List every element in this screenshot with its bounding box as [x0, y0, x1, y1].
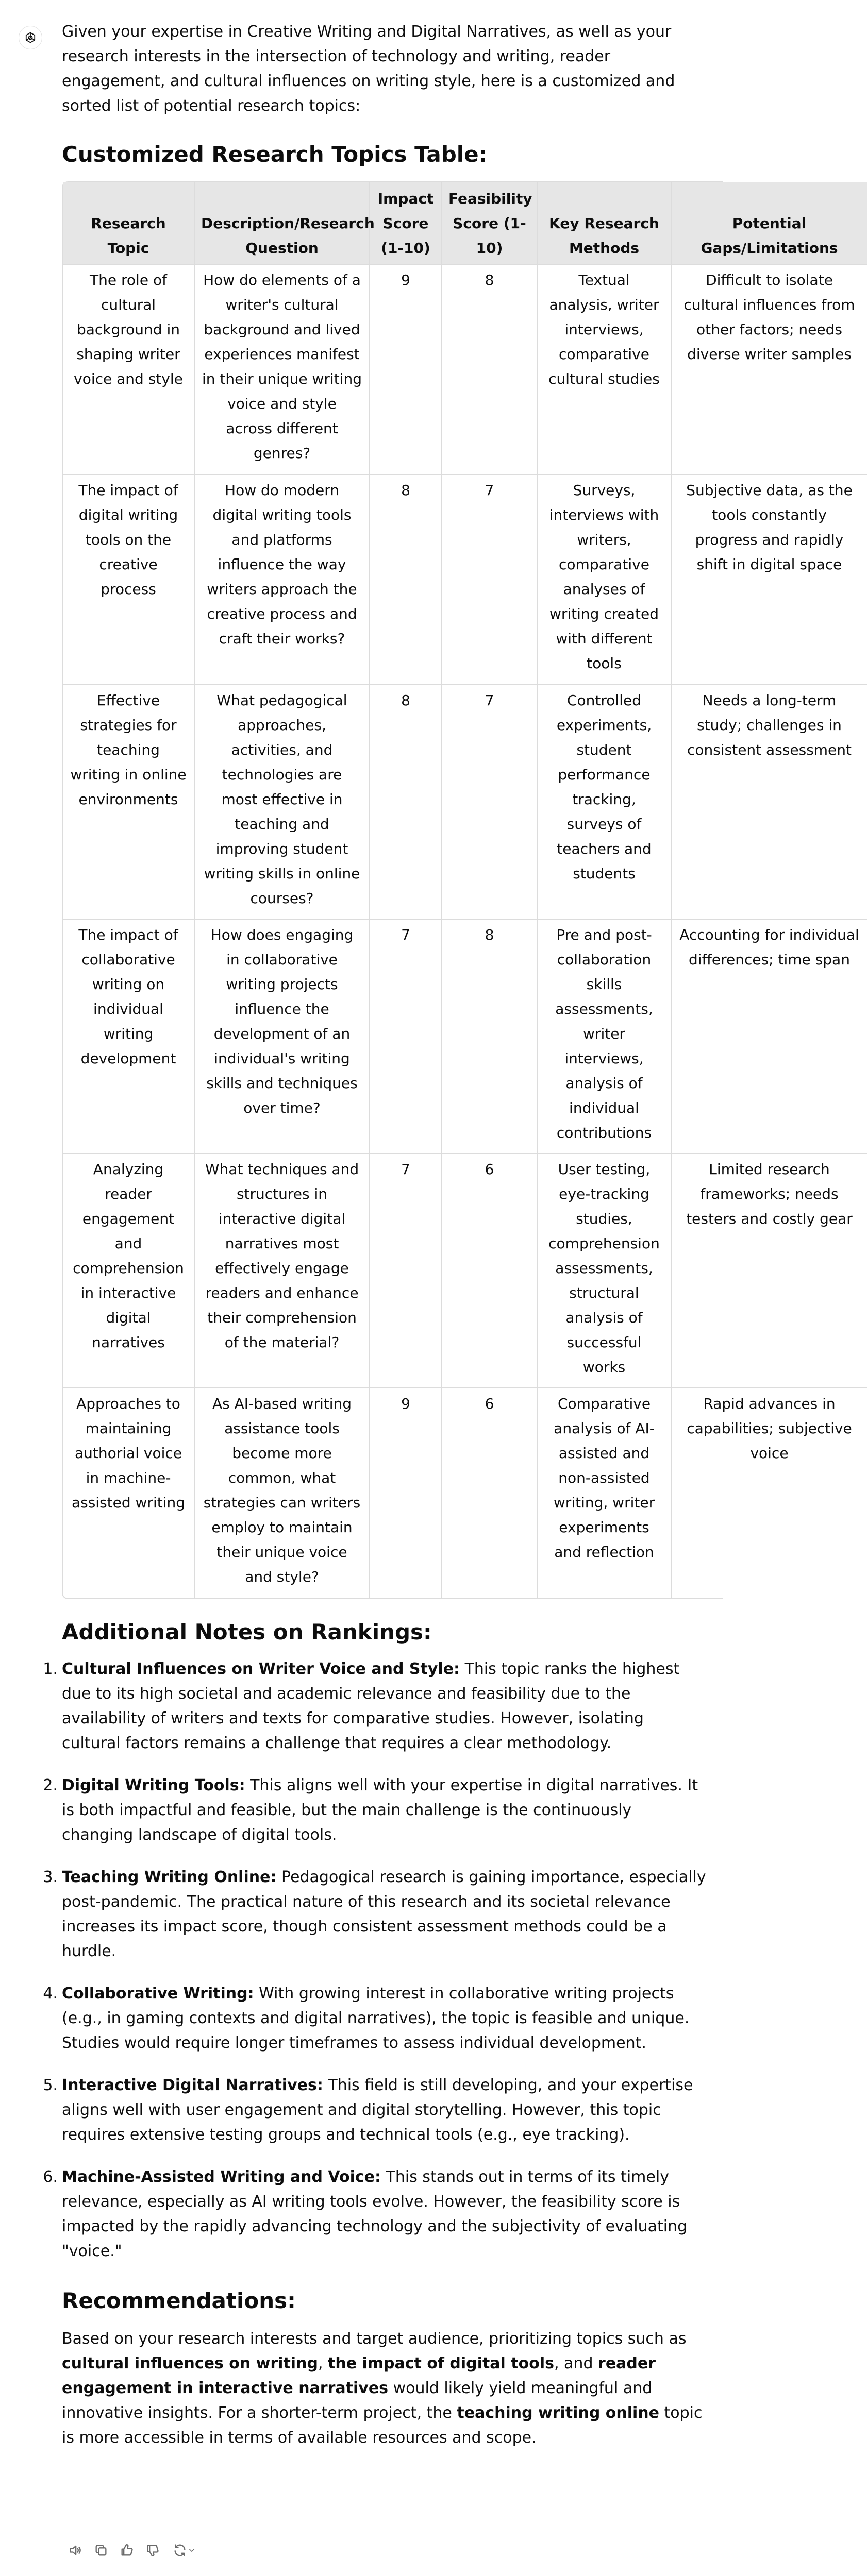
table-header-row [63, 182, 867, 264]
rec-text: Based on your research interests and target audience, prioritizing topics such as [62, 2330, 687, 2348]
table-cell: Controlled experiments, student performance tracking, surveys of teachers and students [537, 685, 671, 919]
assistant-message [43, 20, 859, 2450]
table-cell: Analyzing reader engagement and comprehension in interactive digital narratives [63, 1154, 194, 1388]
header-cell: Potential Gaps/Limitations [671, 182, 867, 264]
table-cell: The impact of collaborative writing on individual writing development [63, 919, 194, 1154]
note-title: Digital Writing Tools: [62, 1776, 245, 1794]
rec-bold: reader engagement in interactive narratives [62, 2354, 656, 2397]
table-cell: Pre and post-collaboration skills assessments, writer interviews, analysis of individual contributions [537, 919, 671, 1154]
regenerate-button[interactable] [169, 2541, 200, 2560]
list-number: 5. [43, 2076, 58, 2094]
table-row [63, 264, 867, 474]
note-text: This stands out in terms of its timely relevance, especially as AI writing tools evolve. However, the feasibility score is impacted by the rapidly advancing technology and the subjectivity of evaluating "voice." [62, 2168, 688, 2260]
table-cell: 8 [442, 919, 537, 1154]
intro-paragraph: Given your expertise in Creative Writing and Digital Narratives, as well as your research interests in the intersection of technology and writing, reader engagement, and cultural influences on writing style, here is a customized and sorted list of potential research topics: [62, 23, 675, 115]
header-cell: Description/Research Question [194, 182, 370, 264]
table-cell: 7 [370, 1154, 442, 1388]
recommendations-paragraph [62, 2327, 706, 2450]
table-cell: Approaches to maintaining authorial voice in machine-assisted writing [63, 1388, 194, 1598]
table-cell: The impact of digital writing tools on the creative process [63, 474, 194, 685]
assistant-avatar [19, 26, 42, 49]
note-title: Interactive Digital Narratives: [62, 2076, 323, 2094]
note-title: Cultural Influences on Writer Voice and Style: [62, 1660, 460, 1678]
table-cell: What techniques and structures in interactive digital narratives most effectively engage readers and enhance their comprehension of the material? [194, 1154, 370, 1388]
rec-bold: cultural influences on writing [62, 2354, 318, 2372]
note-text: Pedagogical research is gaining importance, especially post-pandemic. The practical nature of this research and its societal relevance increases its impact score, though consistent assessment methods could be a hurdle. [62, 1868, 706, 1960]
table-cell: Difficult to isolate cultural influences from other factors; needs diverse writer samples [671, 264, 867, 474]
list-number: 2. [43, 1776, 58, 1794]
table-cell: 8 [442, 264, 537, 474]
table-cell: As AI-based writing assistance tools become more common, what strategies can writers employ to maintain their unique voice and style? [194, 1388, 370, 1598]
note-text: This aligns well with your expertise in digital narratives. It is both impactful and feasible, but the main challenge is the continuously changing landscape of digital tools. [62, 1776, 698, 1844]
list-number: 3. [43, 1868, 58, 1886]
note-text: This field is still developing, and your expertise aligns well with user engagement and digital storytelling. However, this topic requires extensive testing groups and technical tools (e.g., eye tracking). [62, 2076, 693, 2144]
regenerate-icon [173, 2543, 187, 2557]
table-cell: The role of cultural background in shaping writer voice and style [63, 264, 194, 474]
table-cell: 6 [442, 1154, 537, 1388]
header-cell: Key Research Methods [537, 182, 671, 264]
table-cell: 9 [370, 1388, 442, 1598]
table-cell: 7 [442, 474, 537, 685]
list-item [43, 1865, 706, 1964]
table-cell: Subjective data, as the tools constantly progress and rapidly shift in digital space [671, 474, 867, 685]
thumbs-down-icon [145, 2543, 160, 2557]
list-item [43, 1657, 706, 1756]
list-number: 1. [43, 1660, 58, 1678]
header-cell: Impact Score (1-10) [370, 182, 442, 264]
note-text: This topic ranks the highest due to its high societal and academic relevance and feasibility due to the availability of writers and texts for comparative studies. However, isolating cultural factors remains a challenge that requires a clear methodology. [62, 1660, 680, 1752]
thumbs-up-icon [120, 2543, 134, 2557]
table-cell: Accounting for individual differences; time span [671, 919, 867, 1154]
note-title: Machine-Assisted Writing and Voice: [62, 2168, 381, 2186]
note-title: Collaborative Writing: [62, 1985, 254, 2003]
table-heading: Customized Research Topics Table: [62, 142, 488, 167]
rec-text: , [318, 2354, 328, 2372]
table-cell: 6 [442, 1388, 537, 1598]
table-cell: How do elements of a writer's cultural background and lived experiences manifest in their unique writing voice and style across different genres? [194, 264, 370, 474]
table-cell: Textual analysis, writer interviews, comparative cultural studies [537, 264, 671, 474]
list-number: 4. [43, 1985, 58, 2003]
research-topics-table[interactable] [62, 181, 859, 1599]
table-cell: 8 [370, 474, 442, 685]
table-cell: Effective strategies for teaching writing in online environments [63, 685, 194, 919]
list-number: 6. [43, 2168, 58, 2186]
table-cell: User testing, eye-tracking studies, comprehension assessments, structural analysis of successful works [537, 1154, 671, 1388]
note-text: With growing interest in collaborative writing projects (e.g., in gaming contexts and digital narratives), the topic is feasible and unique. Studies would require longer timeframes to assess individual development. [62, 1985, 690, 2052]
rec-bold: the impact of digital tools [328, 2354, 554, 2372]
bad-response-button[interactable] [143, 2541, 162, 2560]
table-cell: What pedagogical approaches, activities, and technologies are most effective in teaching and improving student writing skills in online courses? [194, 685, 370, 919]
read-aloud-icon [68, 2543, 82, 2557]
header-cell: Feasibility Score (1-10) [442, 182, 537, 264]
openai-logo-icon [24, 31, 37, 44]
table-row [63, 1154, 867, 1388]
rec-bold: teaching writing online [457, 2404, 659, 2422]
good-response-button[interactable] [118, 2541, 136, 2560]
copy-button[interactable] [92, 2541, 110, 2560]
table-cell: How do modern digital writing tools and platforms influence the way writers approach the creative process and craft their works? [194, 474, 370, 685]
rec-text: would likely yield meaningful and innovative insights. For a shorter-term project, the [62, 2379, 653, 2422]
list-item [43, 1981, 706, 2056]
copy-icon [94, 2543, 108, 2557]
table-cell: Limited research frameworks; needs testers and costly gear [671, 1154, 867, 1388]
list-item [43, 2165, 706, 2264]
note-title: Teaching Writing Online: [62, 1868, 277, 1886]
table-cell: Rapid advances in capabilities; subjective voice [671, 1388, 867, 1598]
list-item [43, 1773, 706, 1848]
table-cell: 9 [370, 264, 442, 474]
table-cell: 8 [370, 685, 442, 919]
table-cell: Needs a long-term study; challenges in consistent assessment [671, 685, 867, 919]
table-cell: 7 [370, 919, 442, 1154]
table-cell: Surveys, interviews with writers, comparative analyses of writing created with different tools [537, 474, 671, 685]
table-row [63, 1388, 867, 1598]
list-item [43, 2073, 706, 2147]
table-row [63, 919, 867, 1154]
table-cell: 7 [442, 685, 537, 919]
rec-text: , and [554, 2354, 598, 2372]
table-cell: Comparative analysis of AI-assisted and non-assisted writing, writer experiments and reflection [537, 1388, 671, 1598]
notes-heading: Additional Notes on Rankings: [62, 1619, 432, 1645]
table-row [63, 474, 867, 685]
table-cell: How does engaging in collaborative writing projects influence the development of an individual's writing skills and techniques over time? [194, 919, 370, 1154]
rec-text: topic is more accessible in terms of available resources and scope. [62, 2404, 703, 2447]
message-actions-bar [66, 2541, 200, 2560]
header-cell: Research Topic [63, 182, 194, 264]
chevron-down-icon [187, 2546, 196, 2555]
read-aloud-button[interactable] [66, 2541, 85, 2560]
table-row [63, 685, 867, 919]
ranking-notes-list [43, 1657, 706, 2264]
recommendations-heading: Recommendations: [62, 2288, 296, 2313]
